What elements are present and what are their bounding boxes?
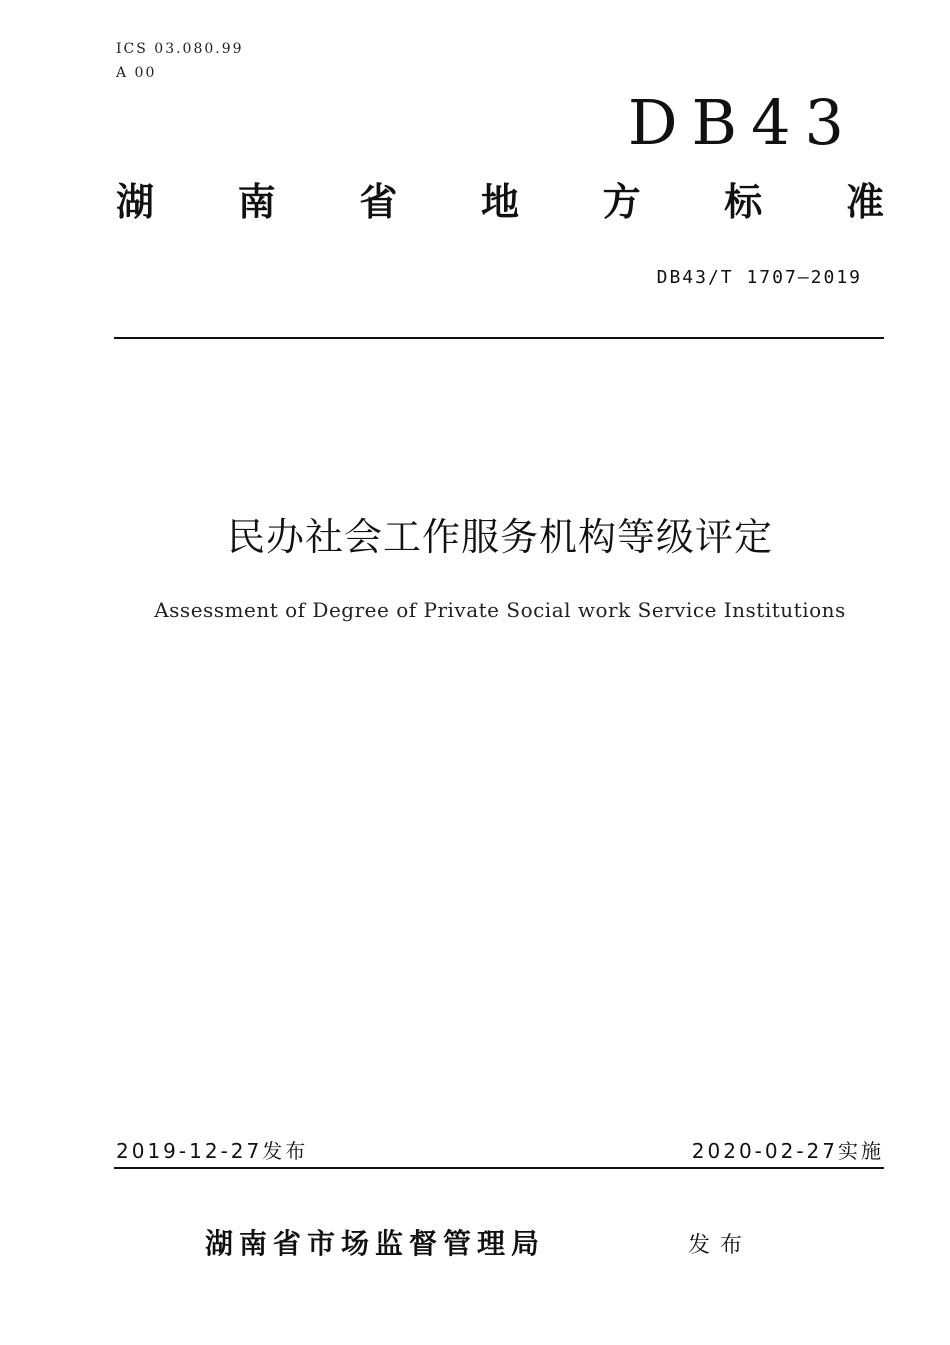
- top-divider: [114, 337, 884, 339]
- title-english: Assessment of Degree of Private Social work Service Institutions: [154, 598, 846, 622]
- standard-type: [116, 180, 884, 226]
- standard-type-char: 方: [602, 180, 641, 224]
- db-code: DB43: [627, 86, 858, 159]
- publisher: 湖南省市场监督管理局: [205, 1227, 546, 1260]
- standard-type-char: 准: [845, 180, 884, 224]
- standard-type-char: 标: [724, 180, 763, 224]
- publish-word: 发布: [688, 1233, 753, 1258]
- standard-type-char: 省: [359, 180, 398, 224]
- issue-date: 2019-12-27发布: [116, 1139, 309, 1163]
- implementation-date: 2020-02-27实施: [691, 1139, 884, 1163]
- standard-type-char: 湖: [116, 180, 155, 224]
- ics-code: ICS 03.080.99: [116, 41, 244, 57]
- ccs-code: A 00: [116, 65, 157, 81]
- bottom-divider: [114, 1167, 884, 1169]
- standard-type-char: 南: [237, 180, 276, 224]
- title-chinese: 民办社会工作服务机构等级评定: [226, 515, 773, 559]
- standard-type-char: 地: [480, 180, 519, 224]
- standard-number: DB43/T 1707—2019: [656, 267, 862, 288]
